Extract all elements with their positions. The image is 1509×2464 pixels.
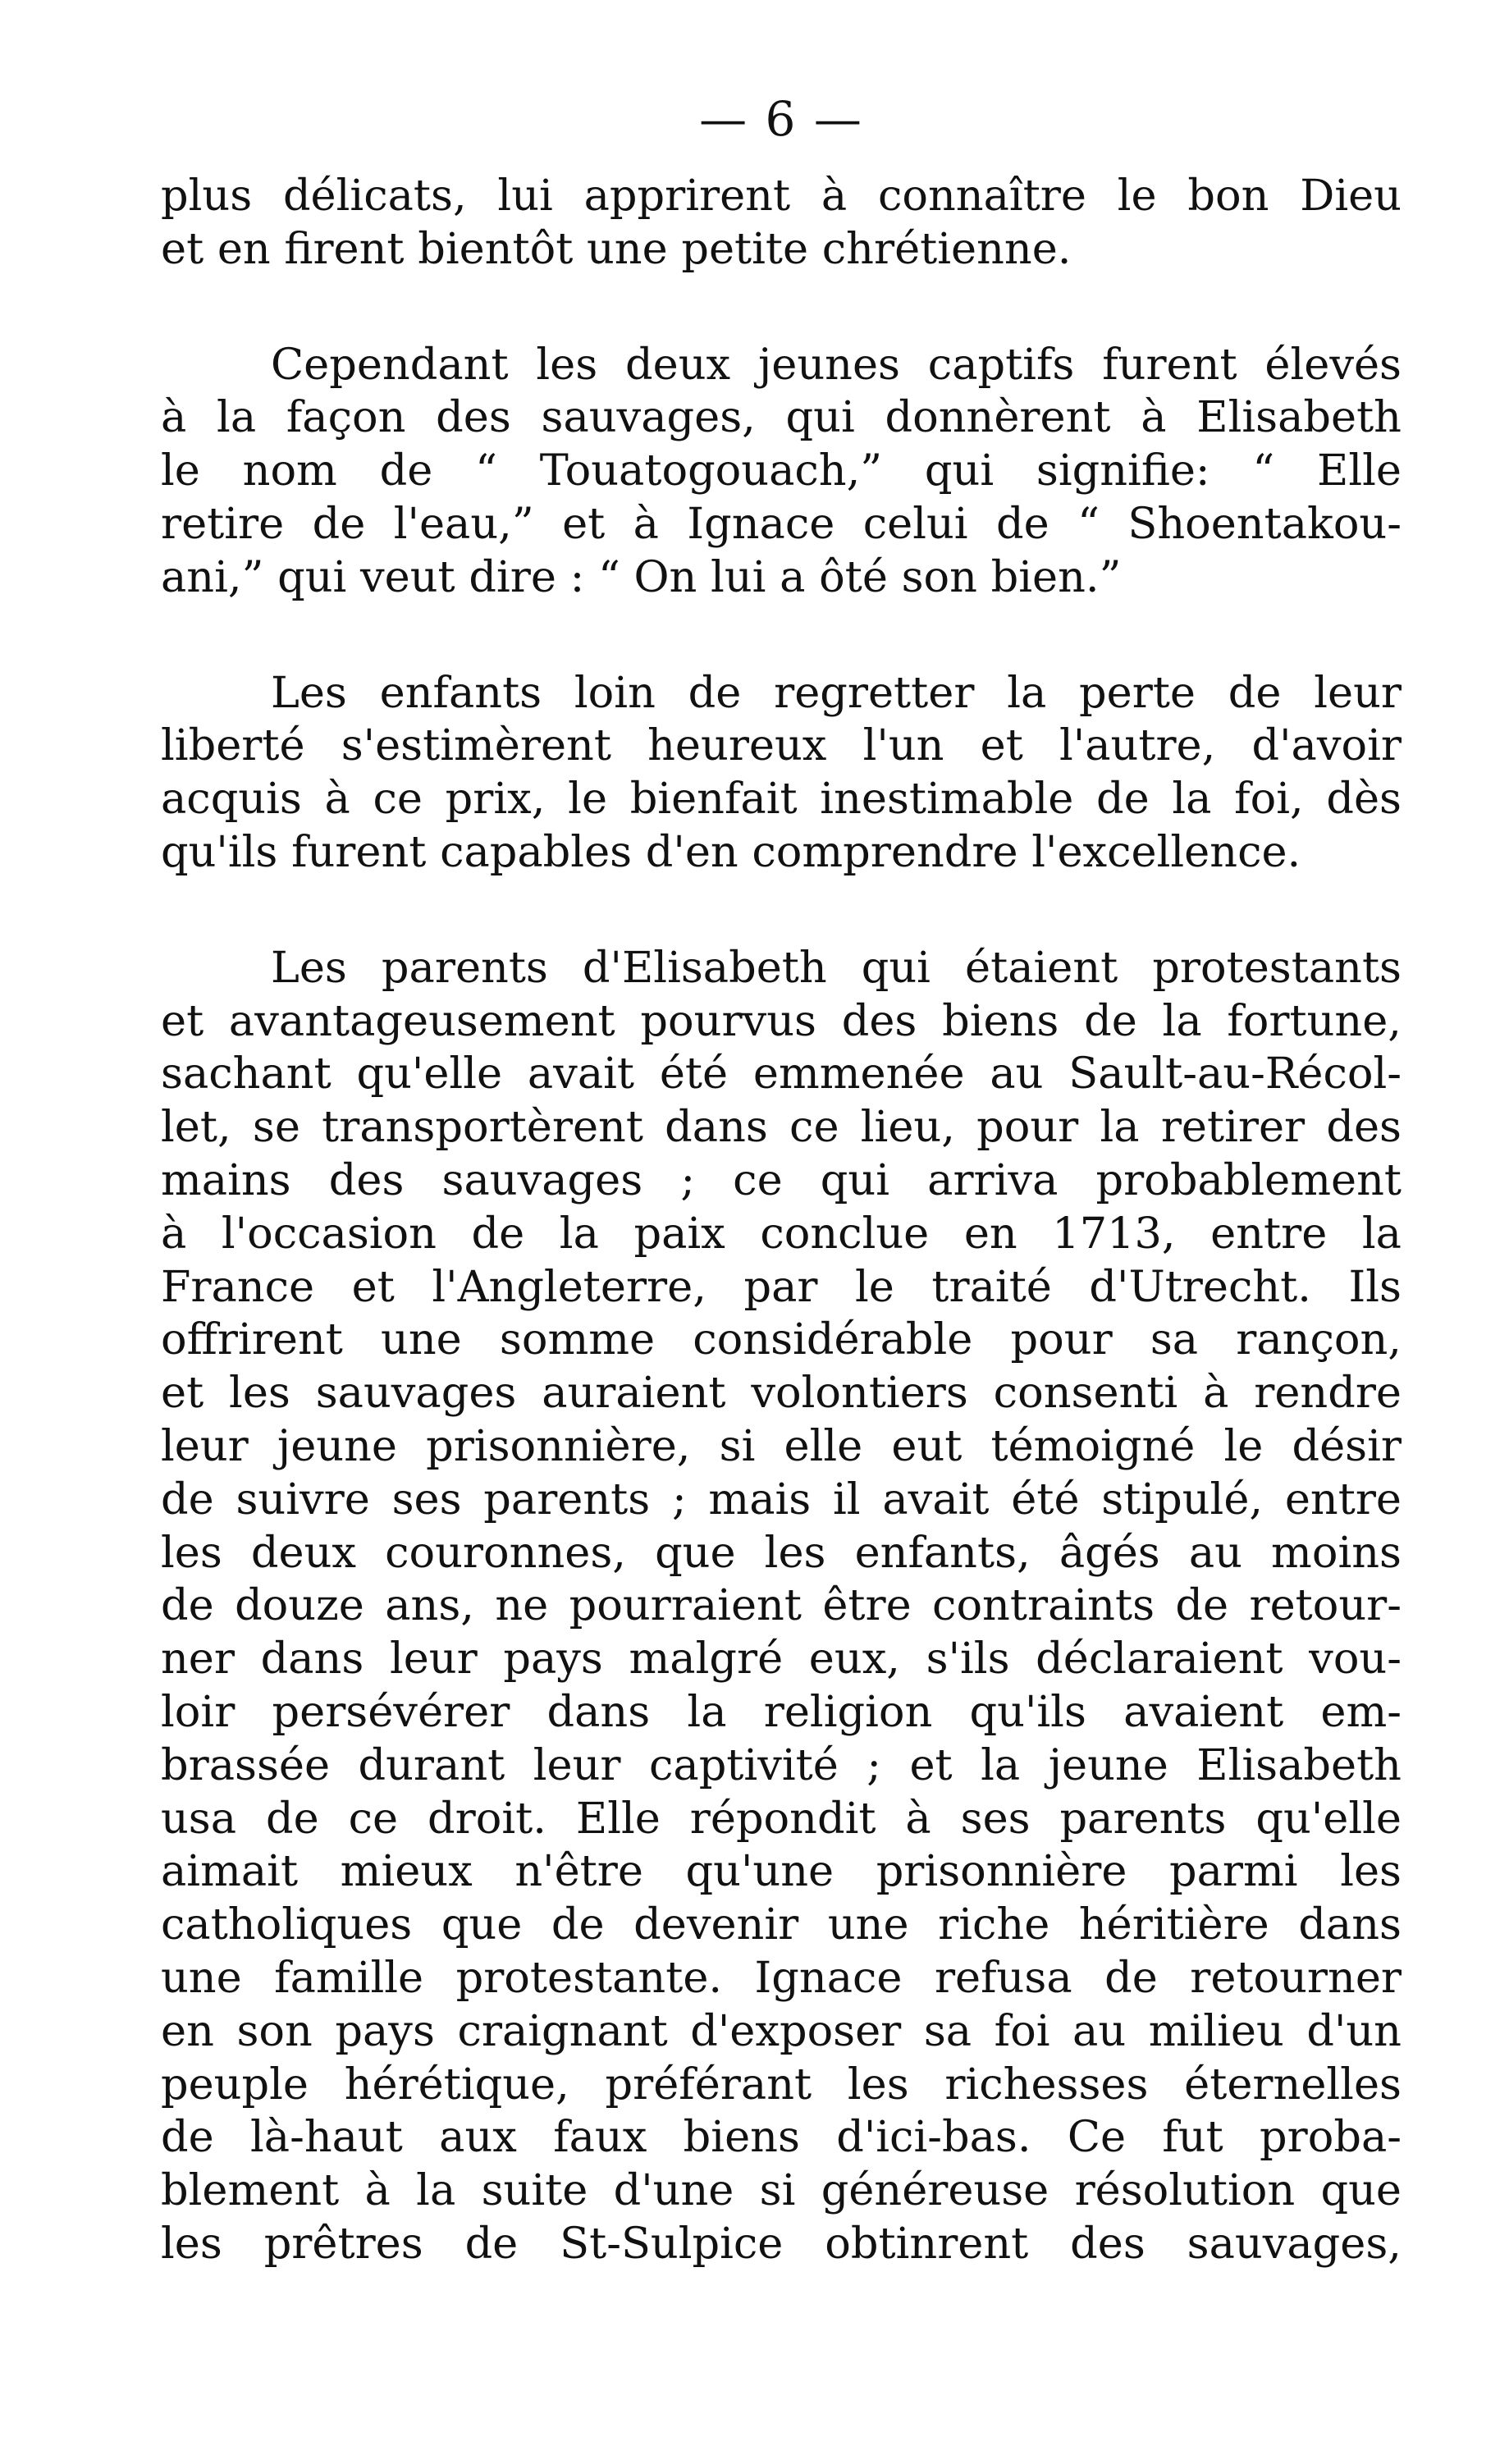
text-line: les deux couronnes, que les enfants, âgés au moins [161, 1527, 1402, 1578]
text-line: Les enfants loin de regretter la perte de leur [271, 667, 1402, 718]
paragraph [161, 170, 1402, 277]
text-line: let, se transportèrent dans ce lieu, pour la retirer des [161, 1102, 1402, 1153]
text-line: peuple hérétique, préférant les richesses éternelles [161, 2059, 1402, 2110]
text-line: une famille protestante. Ignace refusa de retourner [161, 1952, 1402, 2003]
text-line: à la façon des sauvages, qui donnèrent à Elisabeth [161, 392, 1402, 443]
text-line: et avantageusement pourvus des biens de la fortune, [161, 995, 1402, 1046]
text-line: catholiques que de devenir une riche héritière dans [161, 1899, 1402, 1950]
page-number: — 6 — [699, 91, 863, 147]
text-line: usa de ce droit. Elle répondit à ses parents qu'elle [161, 1793, 1402, 1844]
text-line: à l'occasion de la paix conclue en 1713, entre la [161, 1208, 1402, 1259]
text-line: brassée durant leur captivité ; et la jeune Elisabeth [161, 1739, 1402, 1790]
text-line: qu'ils furent capables d'en comprendre l'excellence. [161, 826, 1301, 877]
text-line: offrirent une somme considérable pour sa rançon, [161, 1314, 1402, 1365]
text-line: ani,” qui veut dire : “ On lui a ôté son bien.” [161, 551, 1122, 602]
text-line: Les parents d'Elisabeth qui étaient protestants [271, 942, 1402, 993]
text-line: de suivre ses parents ; mais il avait été stipulé, entre [161, 1474, 1402, 1525]
text-line: et en firent bientôt une petite chrétienne. [161, 223, 1072, 274]
text-line: acquis à ce prix, le bienfait inestimable de la foi, dès [161, 774, 1402, 825]
book-page [161, 86, 1402, 2271]
paragraph [161, 667, 1402, 880]
text-line: mains des sauvages ; ce qui arriva probablement [161, 1154, 1402, 1205]
text-line: sachant qu'elle avait été emmenée au Sault-au-Récol- [161, 1049, 1402, 1099]
paragraph [161, 942, 1402, 2271]
page-body-text [161, 170, 1402, 2271]
text-line: plus délicats, lui apprirent à connaître le bon Dieu [161, 171, 1402, 221]
text-line: loir persévérer dans la religion qu'ils avaient em- [161, 1686, 1402, 1737]
text-line: de là-haut aux faux biens d'ici-bas. Ce fut proba- [161, 2112, 1402, 2163]
text-line: les prêtres de St-Sulpice obtinrent des sauvages, [161, 2218, 1402, 2269]
text-line: et les sauvages auraient volontiers consenti à rendre [161, 1368, 1402, 1419]
text-line: blement à la suite d'une si généreuse résolution que [161, 2165, 1402, 2216]
text-line: Cependant les deux jeunes captifs furent élevés [271, 339, 1402, 390]
text-line: en son pays craignant d'exposer sa foi au milieu d'un [161, 2005, 1402, 2056]
text-line: France et l'Angleterre, par le traité d'Utrecht. Ils [161, 1261, 1402, 1312]
text-line: le nom de “ Touatogouach,” qui signifie: “ Elle [161, 446, 1402, 496]
text-line: leur jeune prisonnière, si elle eut témoigné le désir [161, 1420, 1402, 1471]
text-line: de douze ans, ne pourraient être contraints de retour- [161, 1580, 1402, 1631]
text-line: aimait mieux n'être qu'une prisonnière parmi les [161, 1846, 1402, 1897]
text-line: retire de l'eau,” et à Ignace celui de “ Shoentakou- [161, 498, 1402, 549]
paragraph [161, 339, 1402, 605]
text-line: liberté s'estimèrent heureux l'un et l'autre, d'avoir [161, 720, 1402, 771]
text-line: ner dans leur pays malgré eux, s'ils déclaraient vou- [161, 1634, 1402, 1685]
